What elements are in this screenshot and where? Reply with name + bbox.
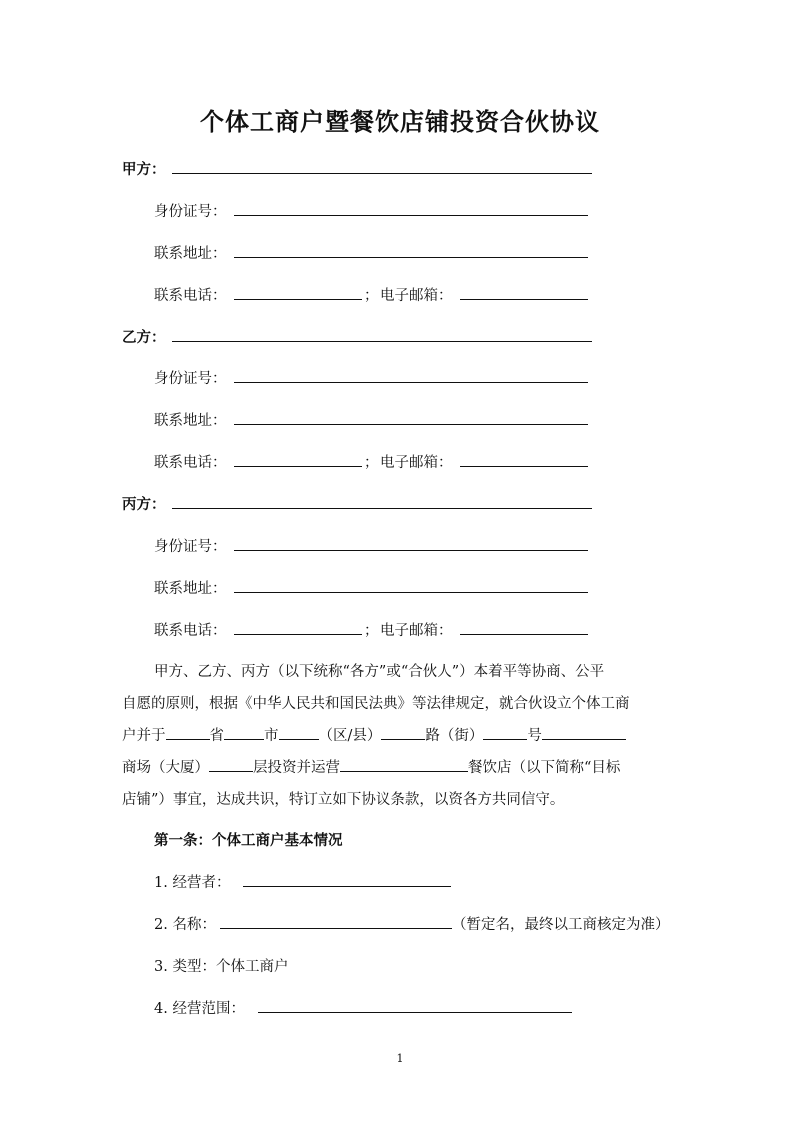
- party-c-phone-label: 联系电话：: [154, 623, 227, 639]
- party-b-name-line[interactable]: [172, 341, 592, 342]
- party-c-phone-line[interactable]: [234, 634, 362, 635]
- intro-text: 省: [209, 728, 224, 744]
- party-b-address-label: 联系地址：: [154, 413, 227, 429]
- item-number: 1.: [154, 875, 168, 891]
- party-c-id-label: 身份证号：: [154, 539, 227, 555]
- party-a-label: 甲方：: [122, 161, 166, 178]
- page-number: 1: [396, 1052, 404, 1065]
- intro-text: 户并于: [122, 728, 166, 744]
- business-name-line[interactable]: [220, 928, 452, 929]
- intro-text: （区/县）: [318, 728, 382, 744]
- party-c-label: 丙方：: [122, 496, 166, 513]
- party-c-email-sep: ；: [364, 623, 379, 639]
- article-1-item-2: [154, 913, 216, 934]
- name-label: 名称：: [172, 917, 216, 933]
- party-c-name-line[interactable]: [172, 508, 592, 509]
- intro-line-5: 店铺”）事宜，达成共识，特订立如下协议条款，以资各方共同信守。: [122, 792, 565, 808]
- party-a-phone-label: 联系电话：: [154, 288, 227, 304]
- party-b-label: 乙方：: [122, 329, 166, 346]
- road-blank[interactable]: [381, 727, 425, 740]
- intro-text: 市: [264, 728, 279, 744]
- intro-text: 层投资并运营: [253, 760, 340, 776]
- party-c-email-line[interactable]: [460, 634, 588, 635]
- item-number: 4.: [154, 1001, 168, 1017]
- mall-blank[interactable]: [542, 727, 626, 740]
- party-a-address-label: 联系地址：: [154, 246, 227, 262]
- party-b-id-line[interactable]: [234, 382, 588, 383]
- party-b-email-sep: ；: [364, 455, 379, 471]
- party-b-phone-label: 联系电话：: [154, 455, 227, 471]
- party-c-address-label: 联系地址：: [154, 581, 227, 597]
- article-1-item-1: [154, 871, 230, 892]
- document-title: 个体工商户暨餐饮店铺投资合伙协议: [200, 107, 600, 136]
- article-1-item-3: [154, 955, 288, 976]
- article-1-heading: 第一条：个体工商户基本情况: [154, 832, 343, 849]
- intro-line-3: [122, 724, 626, 745]
- party-b-address-line[interactable]: [234, 424, 588, 425]
- party-b-email-label: 电子邮箱：: [380, 455, 453, 471]
- operator-label: 经营者：: [172, 875, 231, 891]
- party-c-email-label: 电子邮箱：: [380, 623, 453, 639]
- intro-text: 号: [527, 728, 542, 744]
- intro-text: 餐饮店（以下简称“目标: [468, 760, 621, 776]
- party-a-address-line[interactable]: [234, 257, 588, 258]
- party-c-id-line[interactable]: [234, 550, 588, 551]
- business-scope-line[interactable]: [258, 1012, 572, 1013]
- name-note: （暂定名，最终以工商核定为准）: [452, 917, 670, 933]
- party-b-phone-line[interactable]: [234, 466, 362, 467]
- floor-blank[interactable]: [209, 759, 253, 772]
- party-a-email-label: 电子邮箱：: [380, 288, 453, 304]
- item-number: 3.: [154, 959, 168, 975]
- city-blank[interactable]: [224, 727, 264, 740]
- intro-line-1: 甲方、乙方、丙方（以下统称“各方”或“合伙人”）本着平等协商、公平: [154, 664, 605, 680]
- intro-line-4: [122, 756, 620, 777]
- article-1-item-4: [154, 997, 245, 1018]
- party-b-id-label: 身份证号：: [154, 371, 227, 387]
- party-a-phone-line[interactable]: [234, 299, 362, 300]
- type-label: 类型：: [172, 959, 216, 975]
- intro-text: 商场（大厦）: [122, 760, 209, 776]
- intro-line-2: 自愿的原则，根据《中华人民共和国民法典》等法律规定，就合伙设立个体工商: [122, 696, 630, 712]
- item-number: 2.: [154, 917, 168, 933]
- party-a-email-line[interactable]: [460, 299, 588, 300]
- intro-text: 路（街）: [425, 728, 484, 744]
- operator-line[interactable]: [243, 886, 451, 887]
- party-a-id-line[interactable]: [234, 215, 588, 216]
- restaurant-name-blank[interactable]: [340, 759, 468, 772]
- number-blank[interactable]: [483, 727, 527, 740]
- province-blank[interactable]: [166, 727, 210, 740]
- party-a-email-sep: ；: [364, 288, 379, 304]
- party-c-address-line[interactable]: [234, 592, 588, 593]
- party-a-id-label: 身份证号：: [154, 204, 227, 220]
- district-blank[interactable]: [279, 727, 319, 740]
- scope-label: 经营范围：: [172, 1001, 245, 1017]
- type-value: 个体工商户: [215, 959, 289, 975]
- party-b-email-line[interactable]: [460, 466, 588, 467]
- party-a-name-line[interactable]: [172, 173, 592, 174]
